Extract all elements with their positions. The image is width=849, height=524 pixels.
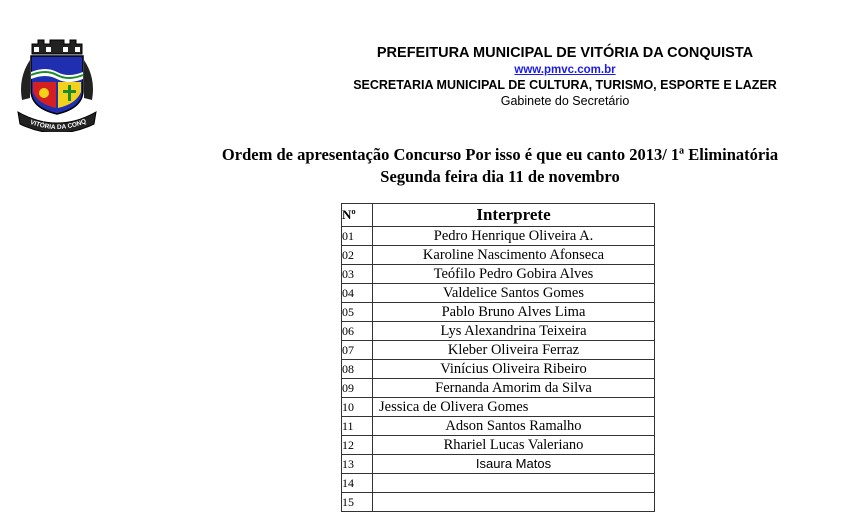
table-row — [342, 493, 655, 512]
row-number: 07 — [342, 341, 373, 360]
performer-name: Adson Santos Ramalho — [373, 417, 655, 436]
performer-name — [373, 474, 655, 493]
performer-name: Lys Alexandrina Teixeira — [373, 322, 655, 341]
table-row — [342, 322, 655, 341]
performer-name: Kleber Oliveira Ferraz — [373, 341, 655, 360]
performer-name: Pablo Bruno Alves Lima — [373, 303, 655, 322]
row-number: 10 — [342, 398, 373, 417]
coat-of-arms-icon — [16, 38, 98, 132]
performer-name: Teófilo Pedro Gobira Alves — [373, 265, 655, 284]
row-number: 06 — [342, 322, 373, 341]
row-number: 15 — [342, 493, 373, 512]
table-row — [342, 436, 655, 455]
table-row — [342, 284, 655, 303]
table-row — [342, 246, 655, 265]
document-subheading: Segunda feira dia 11 de novembro — [380, 167, 620, 186]
row-number: 04 — [342, 284, 373, 303]
row-number: 12 — [342, 436, 373, 455]
performer-name: Fernanda Amorim da Silva — [373, 379, 655, 398]
table-row — [342, 379, 655, 398]
municipal-crest — [16, 38, 98, 132]
performer-name — [373, 493, 655, 512]
performer-name: Isaura Matos — [373, 455, 655, 474]
table-header-row — [342, 204, 655, 227]
table-row — [342, 265, 655, 284]
performer-name: Rhariel Lucas Valeriano — [373, 436, 655, 455]
table-row — [342, 360, 655, 379]
performer-name: Pedro Henrique Oliveira A. — [373, 227, 655, 246]
table-row — [342, 398, 655, 417]
row-number: 05 — [342, 303, 373, 322]
website-link[interactable]: www.pmvc.com.br — [514, 64, 616, 76]
performer-name: Jessica de Olivera Gomes — [373, 398, 655, 417]
row-number: 03 — [342, 265, 373, 284]
table-row — [342, 417, 655, 436]
column-header-number: Nº — [342, 204, 373, 227]
row-number: 11 — [342, 417, 373, 436]
table-row — [342, 303, 655, 322]
office-name: Gabinete do Secretário — [500, 94, 630, 108]
row-number: 02 — [342, 246, 373, 265]
municipality-title: PREFEITURA MUNICIPAL DE VITÓRIA DA CONQUISTA — [376, 45, 754, 61]
row-number: 09 — [342, 379, 373, 398]
table-row — [342, 474, 655, 493]
performer-name: Valdelice Santos Gomes — [373, 284, 655, 303]
performer-name: Vinícius Oliveira Ribeiro — [373, 360, 655, 379]
performance-order-table — [341, 203, 655, 512]
table-row — [342, 455, 655, 474]
row-number: 08 — [342, 360, 373, 379]
row-number: 01 — [342, 227, 373, 246]
table-row — [342, 227, 655, 246]
row-number: 13 — [342, 455, 373, 474]
document-heading: Ordem de apresentação Concurso Por isso é que eu canto 2013/ 1ª Eliminatória — [221, 145, 779, 164]
row-number: 14 — [342, 474, 373, 493]
column-header-performer: Interprete — [373, 204, 655, 227]
secretariat-name: SECRETARIA MUNICIPAL DE CULTURA, TURISMO, ESPORTE E LAZER — [353, 78, 777, 92]
svg-text:VITÓRIA DA CONQUISTA: VITÓRIA DA CONQ — [29, 118, 88, 132]
table-row — [342, 341, 655, 360]
performer-name: Karoline Nascimento Afonseca — [373, 246, 655, 265]
